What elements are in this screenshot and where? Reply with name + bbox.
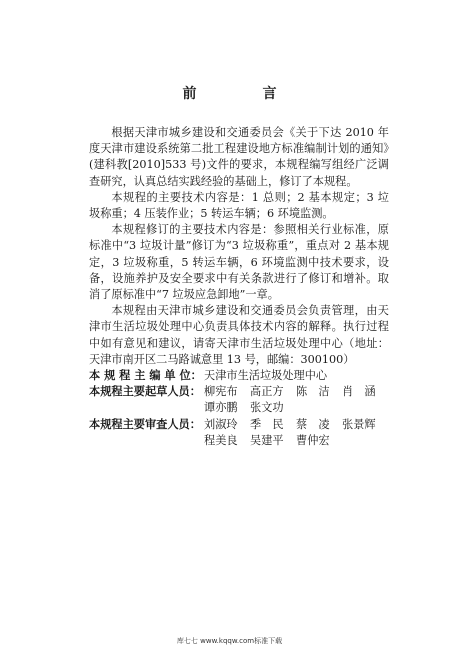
- preface-body: [89, 125, 389, 449]
- paragraph-basis: 根据天津市城乡建设和交通委员会《关于下达 2010 年度天津市建设系统第二批工程建设地方标准编制计划的通知》(建科教[2010]533 号)文件的要求，本规程编写组经广泛调查研究，认真总结实践经验的基础上，修订了本规程。: [89, 126, 389, 188]
- staff-name: 谭亦鹏: [204, 401, 238, 415]
- staff-name: 刘淑玲: [204, 417, 238, 431]
- staff-name: 张景辉: [342, 417, 376, 431]
- staff-label: 本 规 程 主 编 单 位：: [89, 369, 202, 383]
- staff-name: 程美良: [204, 433, 238, 447]
- staff-name: 陈 洁: [296, 385, 330, 399]
- staff-name: 季 民: [250, 417, 284, 431]
- paragraph-revisions: 本规程修订的主要技术内容是：参照相关行业标准，原标准中“3 垃圾计量”修订为“3 垃圾称重”，重点对 2 基本规定，3 垃圾称重，5 转运车辆，6 环境监测中技术要求，设备，设施养护及安全要求中有关条款进行了修订和增补。取消了原标准中“7 垃圾应急卸地”一章。: [89, 223, 389, 302]
- staff-row-reviewers: [89, 417, 389, 449]
- staff-name: 肖 涵: [342, 385, 376, 399]
- footer-watermark: 库七七 www.kqqw.com标准下载: [176, 637, 283, 645]
- staff-name: 张文功: [250, 401, 284, 415]
- paragraph-main-content: 本规程的主要技术内容是：1 总则；2 基本规定；3 垃圾称重；4 压装作业；5 转运车辆；6 环境监测。: [89, 190, 389, 221]
- staff-names: [204, 384, 389, 416]
- staff-row-editor-unit: [89, 368, 389, 384]
- staff-name: 天津市生活垃圾处理中心: [204, 369, 328, 383]
- staff-name: 蔡 凌: [296, 417, 330, 431]
- staff-name: 吴建平: [250, 433, 284, 447]
- staff-name: 柳宪布: [204, 385, 238, 399]
- staff-list: [89, 368, 389, 449]
- staff-name: 曹仲宏: [296, 433, 330, 447]
- staff-label: 本规程主要起草人员：: [89, 385, 201, 399]
- paragraph-management: 本规程由天津市城乡建设和交通委员会负责管理，由天津市生活垃圾处理中心负责具体技术内容的解释。执行过程中如有意见和建议，请寄天津市生活垃圾处理中心（地址：天津市南开区二马路诚意里 13 号，邮编：300100）: [89, 304, 389, 366]
- page-title: 前 言: [182, 86, 303, 102]
- staff-name: 高正方: [250, 385, 284, 399]
- staff-names: [204, 368, 389, 384]
- staff-row-drafters: [89, 384, 389, 416]
- staff-names: [204, 417, 389, 449]
- staff-label: 本规程主要审查人员：: [89, 417, 201, 431]
